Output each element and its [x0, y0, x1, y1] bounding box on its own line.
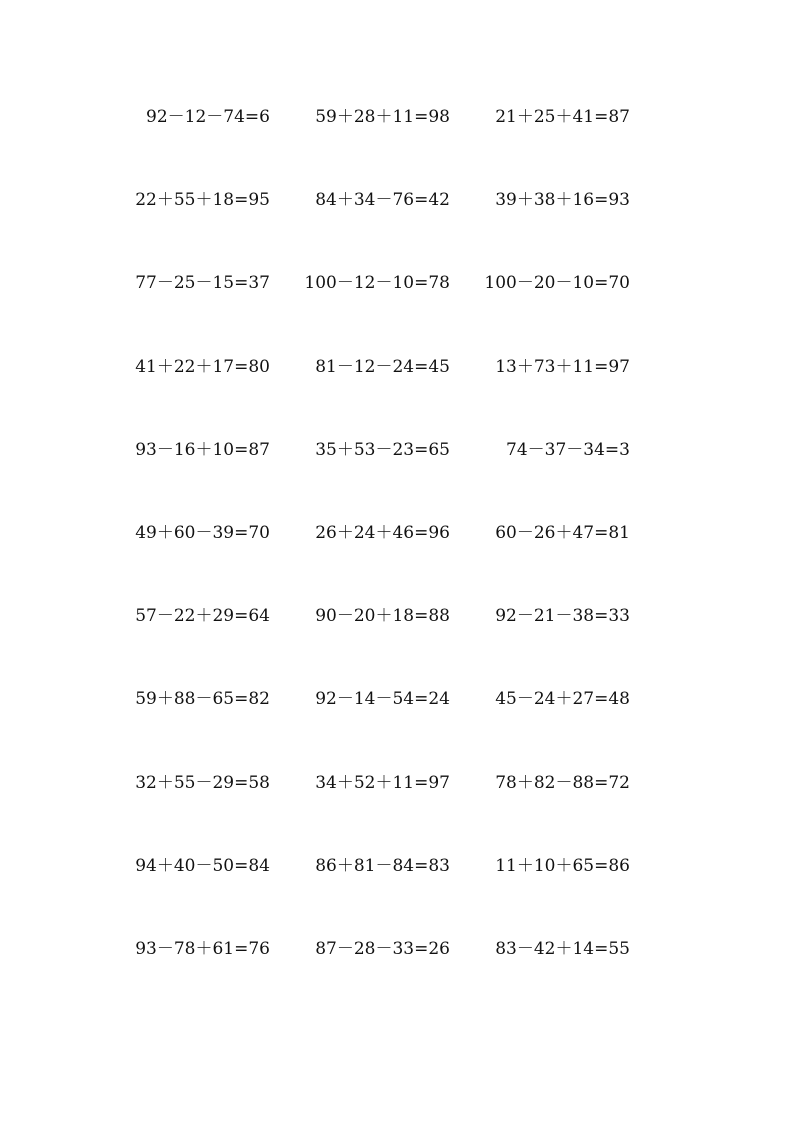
- equation: 92－14－54=24: [315, 689, 450, 710]
- equation: 13＋73＋11=97: [495, 356, 630, 377]
- equation: 100－12－10=78: [304, 273, 450, 294]
- equation: 11＋10＋65=86: [495, 855, 630, 876]
- equation: 77－25－15=37: [135, 273, 270, 294]
- equation: 41＋22＋17=80: [135, 356, 270, 377]
- equation: 59＋88－65=82: [135, 689, 270, 710]
- equation-row: [100, 350, 640, 433]
- equation-row: [100, 932, 640, 1015]
- equation: 84＋34－76=42: [315, 190, 450, 211]
- equation: 32＋55－29=58: [135, 772, 270, 793]
- equation: 81－12－24=45: [315, 356, 450, 377]
- equation-row: [100, 682, 640, 765]
- equation: 60－26＋47=81: [495, 522, 630, 543]
- equation: 90－20＋18=88: [315, 606, 450, 627]
- equation: 57－22＋29=64: [135, 606, 270, 627]
- equation-row: [100, 849, 640, 932]
- equation: 39＋38＋16=93: [495, 190, 630, 211]
- equation: 22＋55＋18=95: [135, 190, 270, 211]
- equation: 78＋82－88=72: [495, 772, 630, 793]
- equation-row: [100, 766, 640, 849]
- equation: 83－42＋14=55: [495, 938, 630, 959]
- equation: 92－12－74=6: [146, 107, 270, 127]
- equation: 94＋40－50=84: [135, 855, 270, 876]
- equation: 49＋60－39=70: [135, 522, 270, 543]
- equation: 74－37－34=3: [506, 439, 630, 460]
- equation: 26＋24＋46=96: [315, 522, 450, 543]
- equation: 92－21－38=33: [495, 606, 630, 627]
- equation: 59＋28＋11=98: [315, 107, 450, 127]
- equation: 93－16＋10=87: [135, 439, 270, 460]
- equation: 93－78＋61=76: [135, 938, 270, 959]
- equation: 35＋53－23=65: [315, 439, 450, 460]
- equation-row: [100, 100, 640, 183]
- equation-row: [100, 433, 640, 516]
- equation-grid: [100, 100, 640, 1015]
- equation-row: [100, 183, 640, 266]
- equation-row: [100, 516, 640, 599]
- equation-row: [100, 599, 640, 682]
- equation-row: [100, 266, 640, 349]
- equation: 86＋81－84=83: [315, 855, 450, 876]
- equation: 87－28－33=26: [315, 938, 450, 959]
- equation: 45－24＋27=48: [495, 689, 630, 710]
- equation: 34＋52＋11=97: [315, 772, 450, 793]
- equation: 21＋25＋41=87: [495, 107, 630, 127]
- equation: 100－20－10=70: [484, 273, 630, 294]
